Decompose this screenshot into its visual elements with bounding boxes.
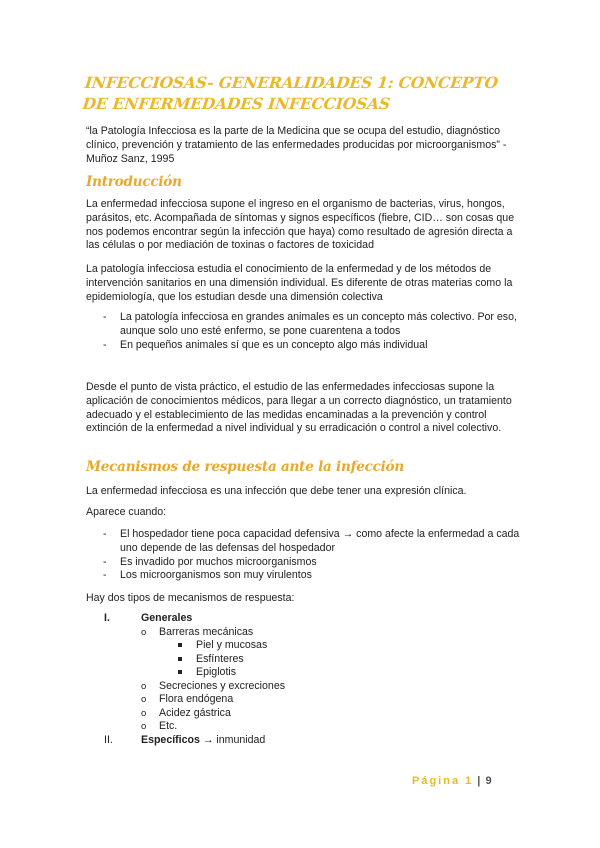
outline-row: o Etc.: [141, 720, 178, 732]
page-count: 9: [485, 775, 493, 787]
mechanisms-paragraph-1: La enfermedad infecciosa es una infección que debe tener una expresión clínica.: [86, 485, 467, 497]
list-item: - Es invadido por muchos microorganismos: [103, 555, 317, 568]
page-label: Página 1: [412, 775, 474, 787]
outline-row: Esfínteres: [86, 653, 516, 667]
outline-row: II. Específicos → inmunidad: [104, 733, 266, 746]
outline-row: I. Generales: [104, 612, 193, 624]
circle-bullet: o: [141, 680, 147, 692]
generales-label: Generales: [141, 612, 193, 624]
document-title: INFECCIOSAS- GENERALIDADES 1: CONCEPTO DE ENFERMEDADES INFECCIOSAS: [81, 73, 499, 113]
dash-bullet: -: [103, 555, 107, 568]
intro-heading: Introducción: [86, 174, 182, 190]
outline-row: Piel y mucosas: [86, 639, 516, 653]
mechanisms-paragraph-2: Aparece cuando:: [86, 506, 167, 518]
dash-bullet: -: [103, 528, 107, 540]
square-bullet: [178, 643, 182, 647]
list-item: - En pequeños animales sí que es un concepto algo más individual: [103, 338, 428, 351]
list-item: - La patología infecciosa en grandes animales es un concepto más colectivo. Por eso, aunque solo uno esté enfermo, se pone cuarentena a todos: [103, 311, 517, 337]
outline-row: o Secreciones y excreciones: [141, 679, 286, 692]
quote: “la Patología Infecciosa es la parte de la Medicina que se ocupa del estudio, diagnóstico clínico, prevención y tratamiento de las enfermedades producidas por microorganismos” -Muñoz Sanz, 1995: [86, 125, 507, 165]
outline-row: Epiglotis: [86, 666, 516, 680]
especificos-label: Específicos: [141, 733, 200, 746]
circle-bullet: o: [141, 721, 147, 732]
circle-bullet: o: [141, 626, 147, 638]
outline-row: o Acidez gástrica: [141, 706, 231, 719]
dash-bullet: -: [103, 338, 107, 351]
intro-list: [86, 311, 526, 352]
outline-row: o Flora endógena: [141, 693, 234, 705]
circle-bullet: o: [141, 694, 147, 705]
intro-paragraph-1: La enfermedad infecciosa supone el ingreso en el organismo de bacterias, virus, hongos, parásitos, etc. Acompañada de síntomas y signos específicos (fiebre, CID… son cosas que nos podemos encontrar según la infección que haya) como resultado de agresión directa a las células o por mediación de toxinas o factores de toxicidad: [86, 198, 515, 252]
list-item: - El hospedador tiene poca capacidad defensiva → como afecte la enfermedad a cada uno depende de las defensas del hospedador: [103, 528, 520, 554]
intro-paragraph-3: Desde el punto de vista práctico, el estudio de las enfermedades infecciosas supone la aplicación de conocimientos médicos, para llegar a un correcto diagnóstico, un tratamiento adecuado y el establecimiento de las medidas encaminadas a la prevención y control extinción de la enfermedad a nivel individual y su erradicación o control a nivel colectivo.: [86, 381, 512, 435]
intro-paragraph-2: La patología infecciosa estudia el conocimiento de la enfermedad y de los métodos de intervención sanitarios en una dimensión individual. Es diferente de otras materias como la epidemiología, que los estudian desde una dimensión colectiva: [86, 263, 513, 303]
page-footer: Página 1 | 9: [412, 775, 493, 787]
dash-bullet: -: [103, 569, 107, 582]
circle-bullet: o: [141, 707, 147, 719]
response-outline: [86, 612, 516, 747]
square-bullet: [178, 670, 182, 674]
outline-row: o Barreras mecánicas: [141, 625, 254, 638]
mechanisms-heading: Mecanismos de respuesta ante la infección: [86, 459, 404, 475]
mechanisms-list: [86, 528, 526, 583]
list-item: - Los microorganismos son muy virulentos: [103, 569, 312, 582]
mechanisms-paragraph-3: Hay dos tipos de mecanismos de respuesta:: [86, 592, 295, 604]
square-bullet: [178, 657, 182, 661]
dash-bullet: -: [103, 311, 107, 323]
